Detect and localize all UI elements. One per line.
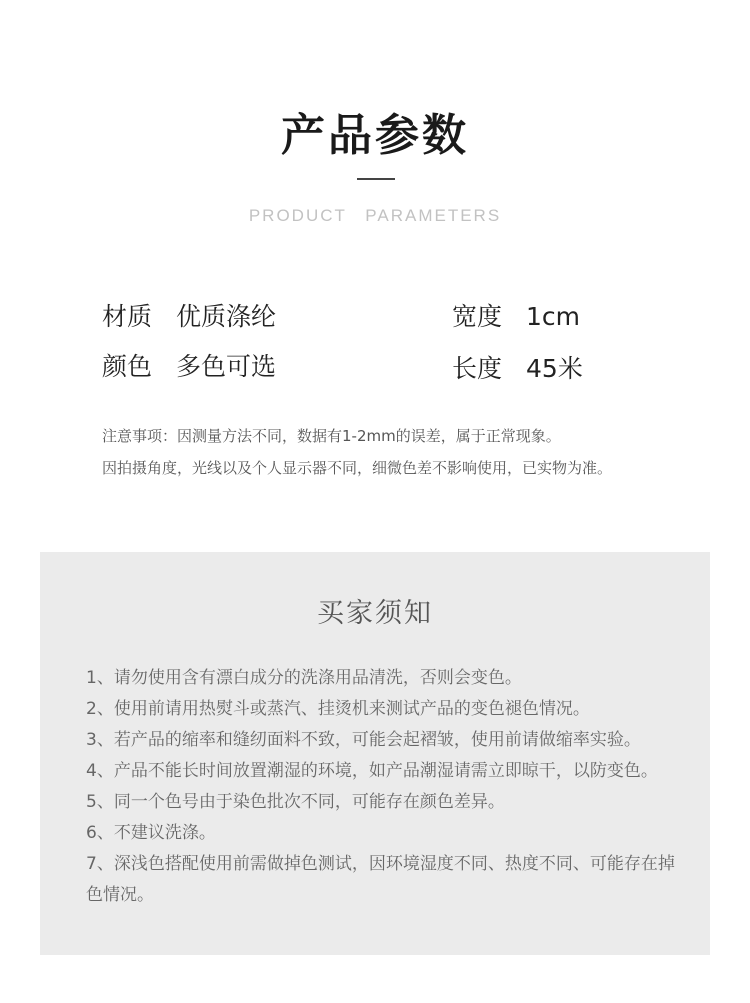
notice-item: 2、使用前请用热熨斗或蒸汽、挂烫机来测试产品的变色褪色情况。 [86,699,590,719]
notice-item: 6、不建议洗涤。 [86,823,216,843]
note-line: 因拍摄角度，光线以及个人显示器不同，细微色差不影响使用，已实物为准。 [102,459,613,477]
param-material-label: 材质 [102,302,153,331]
note-line: 注意事项：因测量方法不同，数据有1-2mm的误差，属于正常现象。 [102,427,561,445]
notice-item: 4、产品不能长时间放置潮湿的环境，如产品潮湿请需立即晾干，以防变色。 [86,761,658,781]
buyer-notice-list [86,663,686,911]
param-material [102,300,276,334]
param-width-label: 宽度 [452,302,503,331]
param-length-value: 45米 [526,354,583,383]
param-color [102,350,276,384]
param-length-label: 长度 [452,354,503,383]
notice-item: 7、深浅色搭配使用前需做掉色测试，因环境湿度不同、热度不同、可能存在掉色情况。 [86,854,675,905]
param-width-value: 1cm [526,302,581,331]
param-width [452,300,580,334]
notice-item: 1、请勿使用含有漂白成分的洗涤用品清洗，否则会变色。 [86,668,522,688]
notice-item: 3、若产品的缩率和缝纫面料不致，可能会起褶皱，使用前请做缩率实验。 [86,730,641,750]
title-divider [357,178,395,180]
notice-item: 5、同一个色号由于染色批次不同，可能存在颜色差异。 [86,792,505,812]
notes-block [102,420,702,484]
param-length [452,352,583,386]
page-title: 产品参数 [281,110,469,161]
param-color-value: 多色可选 [176,352,277,381]
buyer-notice-title: 买家须知 [317,598,433,629]
page-subtitle: PRODUCT PARAMETERS [248,206,502,225]
param-color-label: 颜色 [102,352,153,381]
param-material-value: 优质涤纶 [176,302,277,331]
